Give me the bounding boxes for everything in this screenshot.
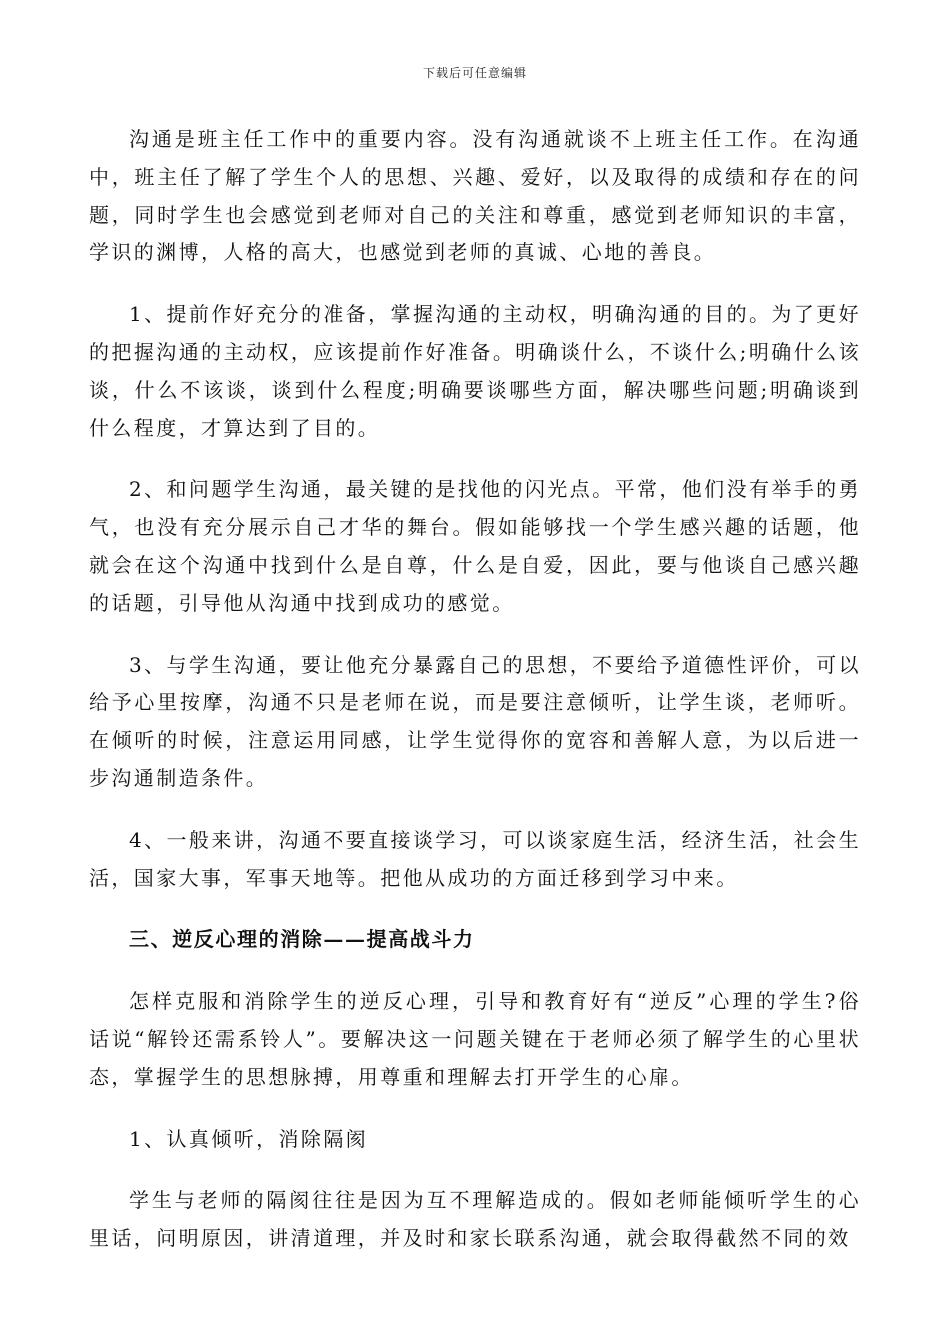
subpoint-heading: 1、认真倾听，消除隔阂 (129, 1126, 369, 1151)
paragraph-point-4: 4、一般来讲，沟通不要直接谈学习，可以谈家庭生活，经济生活，社会生活，国家大事，军事天地等。把他从成功的方面迁移到学习中来。 (89, 827, 861, 890)
paragraph-intro: 沟通是班主任工作中的重要内容。没有沟通就谈不上班主任工作。在沟通中，班主任了解了学生个人的思想、兴趣、爱好，以及取得的成绩和存在的问题，同时学生也会感觉到老师对自己的关注和尊重，感觉到老师知识的丰富，学识的渊博，人格的高大，也感觉到老师的真诚、心地的善良。 (89, 127, 861, 265)
paragraph-section-intro: 怎样克服和消除学生的逆反心理，引导和教育好有“逆反”心理的学生?俗话说“解铃还需系铃人”。要解决这一问题关键在于老师必须了解学生的心里状态，掌握学生的思想脉搏，用尊重和理解去打开学生的心扉。 (89, 989, 861, 1089)
section-heading: 三、逆反心理的消除——提高战斗力 (129, 927, 475, 952)
paragraph-subpoint-body: 学生与老师的隔阂往往是因为互不理解造成的。假如老师能倾听学生的心里话，问明原因，讲清道理，并及时和家长联系沟通，就会取得截然不同的效 (89, 1188, 861, 1251)
document-body (89, 121, 861, 1282)
paragraph-point-3: 3、与学生沟通，要让他充分暴露自己的思想，不要给予道德性评价，可以给予心里按摩，沟通不只是老师在说，而是要注意倾听，让学生谈，老师听。在倾听的时候，注意运用同感，让学生觉得你的宽容和善解人意，为以后进一步沟通制造条件。 (89, 652, 861, 790)
page-header: 下载后可任意编辑 (422, 66, 527, 80)
paragraph-point-1: 1、提前作好充分的准备，掌握沟通的主动权，明确沟通的目的。为了更好的把握沟通的主动权，应该提前作好准备。明确谈什么，不谈什么;明确什么该谈，什么不该谈，谈到什么程度;明确要谈哪些方面，解决哪些问题;明确谈到什么程度，才算达到了目的。 (89, 302, 861, 440)
paragraph-point-2: 2、和问题学生沟通，最关键的是找他的闪光点。平常，他们没有举手的勇气，也没有充分展示自己才华的舞台。假如能够找一个学生感兴趣的话题，他就会在这个沟通中找到什么是自尊，什么是自爱，因此，要与他谈自己感兴趣的话题，引导他从沟通中找到成功的感觉。 (89, 477, 861, 615)
